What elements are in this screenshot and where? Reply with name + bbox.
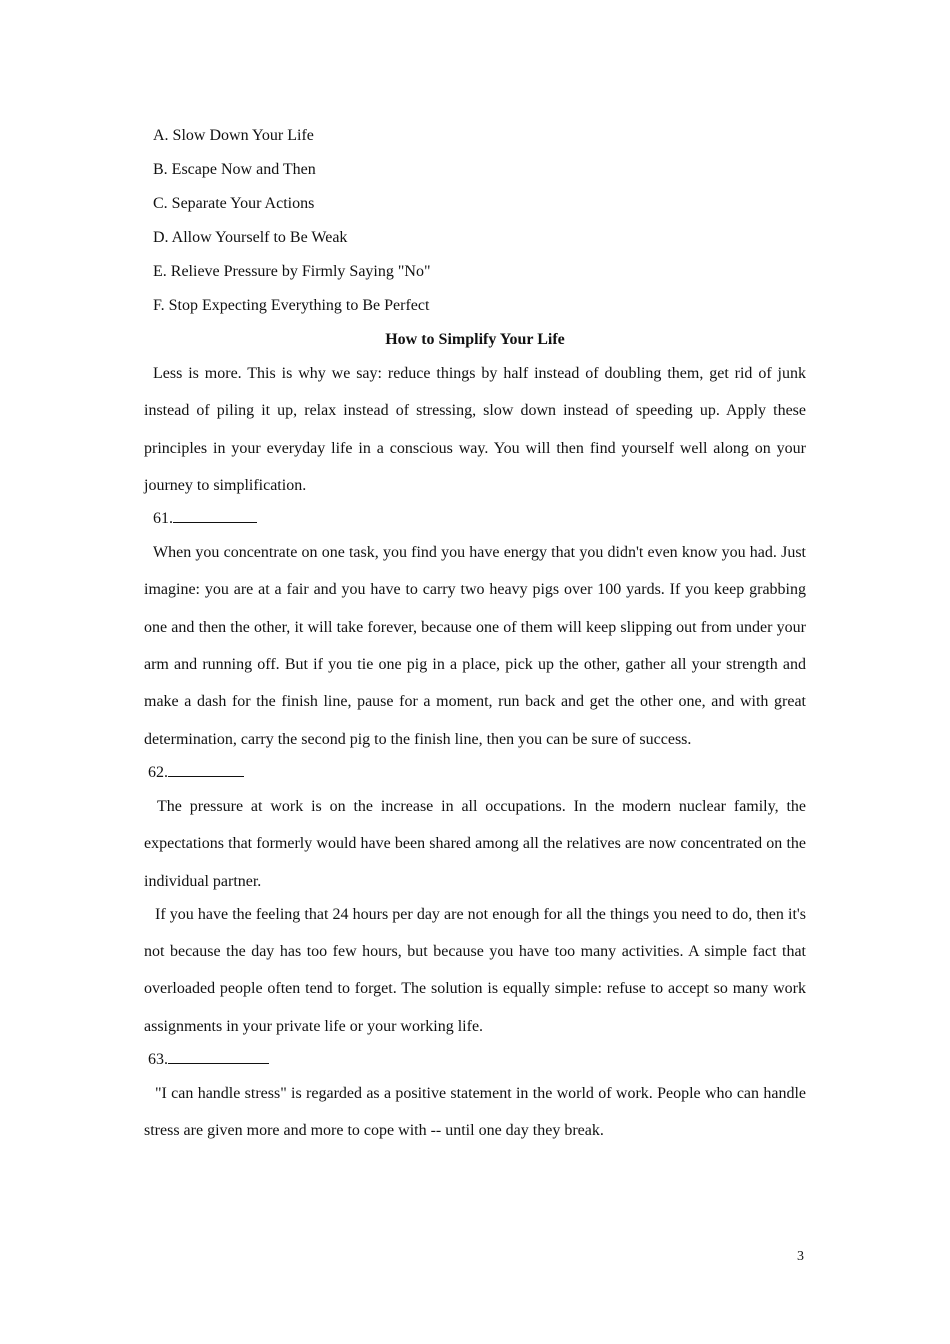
answer-blank-62[interactable]: [168, 761, 244, 777]
paragraph-63: "I can handle stress" is regarded as a positive statement in the world of work. People who can handle stress are given more and more to cope with -- until one day they break.: [144, 1085, 806, 1140]
option-e: E. Relieve Pressure by Firmly Saying "No": [153, 263, 431, 280]
page-number: 3: [797, 1249, 804, 1264]
answer-blank-61[interactable]: [173, 507, 257, 523]
question-63: 63.: [144, 1048, 806, 1082]
option-a: A. Slow Down Your Life: [153, 127, 314, 144]
option-c: C. Separate Your Actions: [153, 195, 315, 212]
question-62: 62.: [144, 761, 806, 795]
paragraph-62b: If you have the feeling that 24 hours per day are not enough for all the things you need to do, then it's not because the day has too few hours, but because you have too many activities. A simple fact that overloaded people often tend to forget. The solution is equally simple: refuse to accept so many work assignments in your private life or your working life.: [144, 905, 806, 1035]
answer-blank-63[interactable]: [168, 1048, 269, 1064]
intro-paragraph: Less is more. This is why we say: reduce things by half instead of doubling them, get rid of junk instead of piling it up, relax instead of stressing, slow down instead of speeding up. Apply these principles in your everyday life in a conscious way. You will then find yourself well along on your journey to simplification.: [144, 365, 806, 494]
option-f: F. Stop Expecting Everything to Be Perfect: [153, 297, 430, 314]
option-b: B. Escape Now and Then: [153, 161, 316, 178]
paragraph-62a: The pressure at work is on the increase in all occupations. In the modern nuclear family, the expectations that formerly would have been shared among all the relatives are now concentrated on the individual partner.: [144, 797, 806, 890]
question-61: 61.: [144, 507, 806, 541]
paragraph-61: When you concentrate on one task, you find you have energy that you didn't even know you had. Just imagine: you are at a fair and you have to carry two heavy pigs over 100 yards. If you keep grabbing one and then the other, it will take forever, because one of them will keep slipping out from under your arm and running off. But if you tie one pig in a place, pick up the other, gather all your strength and make a dash for the finish line, pause for a moment, run back and get the other one, and with great determination, carry the second pig to the finish line, then you can be sure of success.: [144, 544, 806, 748]
option-d: D. Allow Yourself to Be Weak: [153, 229, 348, 246]
page-content: [144, 124, 806, 1153]
options-list: [144, 124, 806, 328]
article-title: How to Simplify Your Life: [385, 331, 565, 348]
